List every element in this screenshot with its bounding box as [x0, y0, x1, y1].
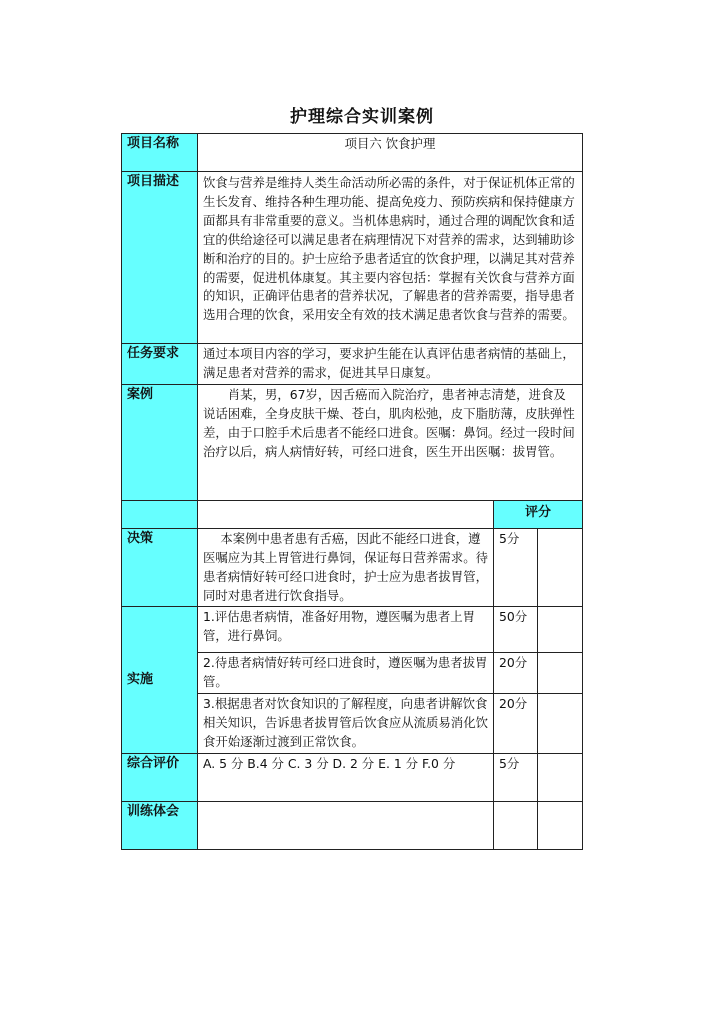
impl-score-2: 20分 [494, 653, 538, 694]
row-decision [122, 528, 583, 607]
project-name-value: 项目六 饮食护理 [198, 134, 583, 172]
label-empty [122, 500, 198, 528]
impl-item-2: 2.待患者病情好转可经口进食时，遵医嘱为患者拔胃管。 [198, 653, 494, 694]
score-header: 评分 [494, 500, 583, 528]
eval-score: 5分 [494, 753, 538, 801]
label-eval: 综合评价 [122, 753, 198, 801]
label-reflect: 训练体会 [122, 801, 198, 849]
eval-value: A. 5 分 B.4 分 C. 3 分 D. 2 分 E. 1 分 F.0 分 [198, 753, 494, 801]
row-eval [122, 753, 583, 801]
reflect-score-blank [538, 801, 583, 849]
label-project-desc: 项目描述 [122, 172, 198, 344]
row-score-header [122, 500, 583, 528]
decision-score: 5分 [494, 528, 538, 607]
page-title: 护理综合实训案例 [290, 107, 434, 127]
reflect-value [198, 801, 494, 849]
label-impl: 实施 [122, 607, 198, 754]
empty-cell [198, 500, 494, 528]
label-task: 任务要求 [122, 344, 198, 385]
row-task [122, 344, 583, 385]
row-impl-1 [122, 607, 583, 653]
row-project-desc [122, 172, 583, 344]
impl-item-3: 3.根据患者对饮食知识的了解程度，向患者讲解饮食相关知识，告诉患者拔胃管后饮食应从流质易消化饮食开始逐渐过渡到正常饮食。 [198, 694, 494, 754]
decision-score-blank [538, 528, 583, 607]
project-desc-value: 饮食与营养是维持人类生命活动所必需的条件，对于保证机体正常的生长发育、维持各种生理功能、提高免疫力、预防疾病和保持健康方面都具有非常重要的意义。当机体患病时，通过合理的调配饮食和适宜的供给途径可以满足患者在病理情况下对营养的需求，达到辅助诊断和治疗的目的。护士应给予患者适宜的饮食护理，以满足其对营养的需要，促进机体康复。其主要内容包括：掌握有关饮食与营养方面的知识，正确评估患者的营养状况，了解患者的营养需要，指导患者选用合理的饮食，采用安全有效的技术满足患者饮食与营养的需要。 [198, 172, 583, 344]
impl-score-blank-2 [538, 653, 583, 694]
impl-score-1: 50分 [494, 607, 538, 653]
impl-score-blank-1 [538, 607, 583, 653]
decision-value: 本案例中患者患有舌癌，因此不能经口进食，遵医嘱应为其上胃管进行鼻饲，保证每日营养需求。待患者病情好转可经口进食时，护士应为患者拔胃管，同时对患者进行饮食指导。 [198, 528, 494, 607]
case-value: 肖某，男，67岁，因舌癌而入院治疗，患者神志清楚，进食及说话困难，全身皮肤干燥、苍白，肌肉松弛，皮下脂肪薄，皮肤弹性差，由于口腔手术后患者不能经口进食。医嘱：鼻饲。经过一段时间治疗以后，病人病情好转，可经口进食，医生开出医嘱：拔胃管。 [198, 384, 583, 500]
impl-item-1: 1.评估患者病情，准备好用物，遵医嘱为患者上胃管，进行鼻饲。 [198, 607, 494, 653]
reflect-score [494, 801, 538, 849]
row-reflect [122, 801, 583, 849]
label-decision: 决策 [122, 528, 198, 607]
task-value: 通过本项目内容的学习，要求护生能在认真评估患者病情的基础上，满足患者对营养的需求，促进其早日康复。 [198, 344, 583, 385]
impl-score-blank-3 [538, 694, 583, 754]
case-table [121, 133, 583, 850]
row-project-name [122, 134, 583, 172]
eval-score-blank [538, 753, 583, 801]
label-case: 案例 [122, 384, 198, 500]
impl-score-3: 20分 [494, 694, 538, 754]
row-case [122, 384, 583, 500]
label-project-name: 项目名称 [122, 134, 198, 172]
